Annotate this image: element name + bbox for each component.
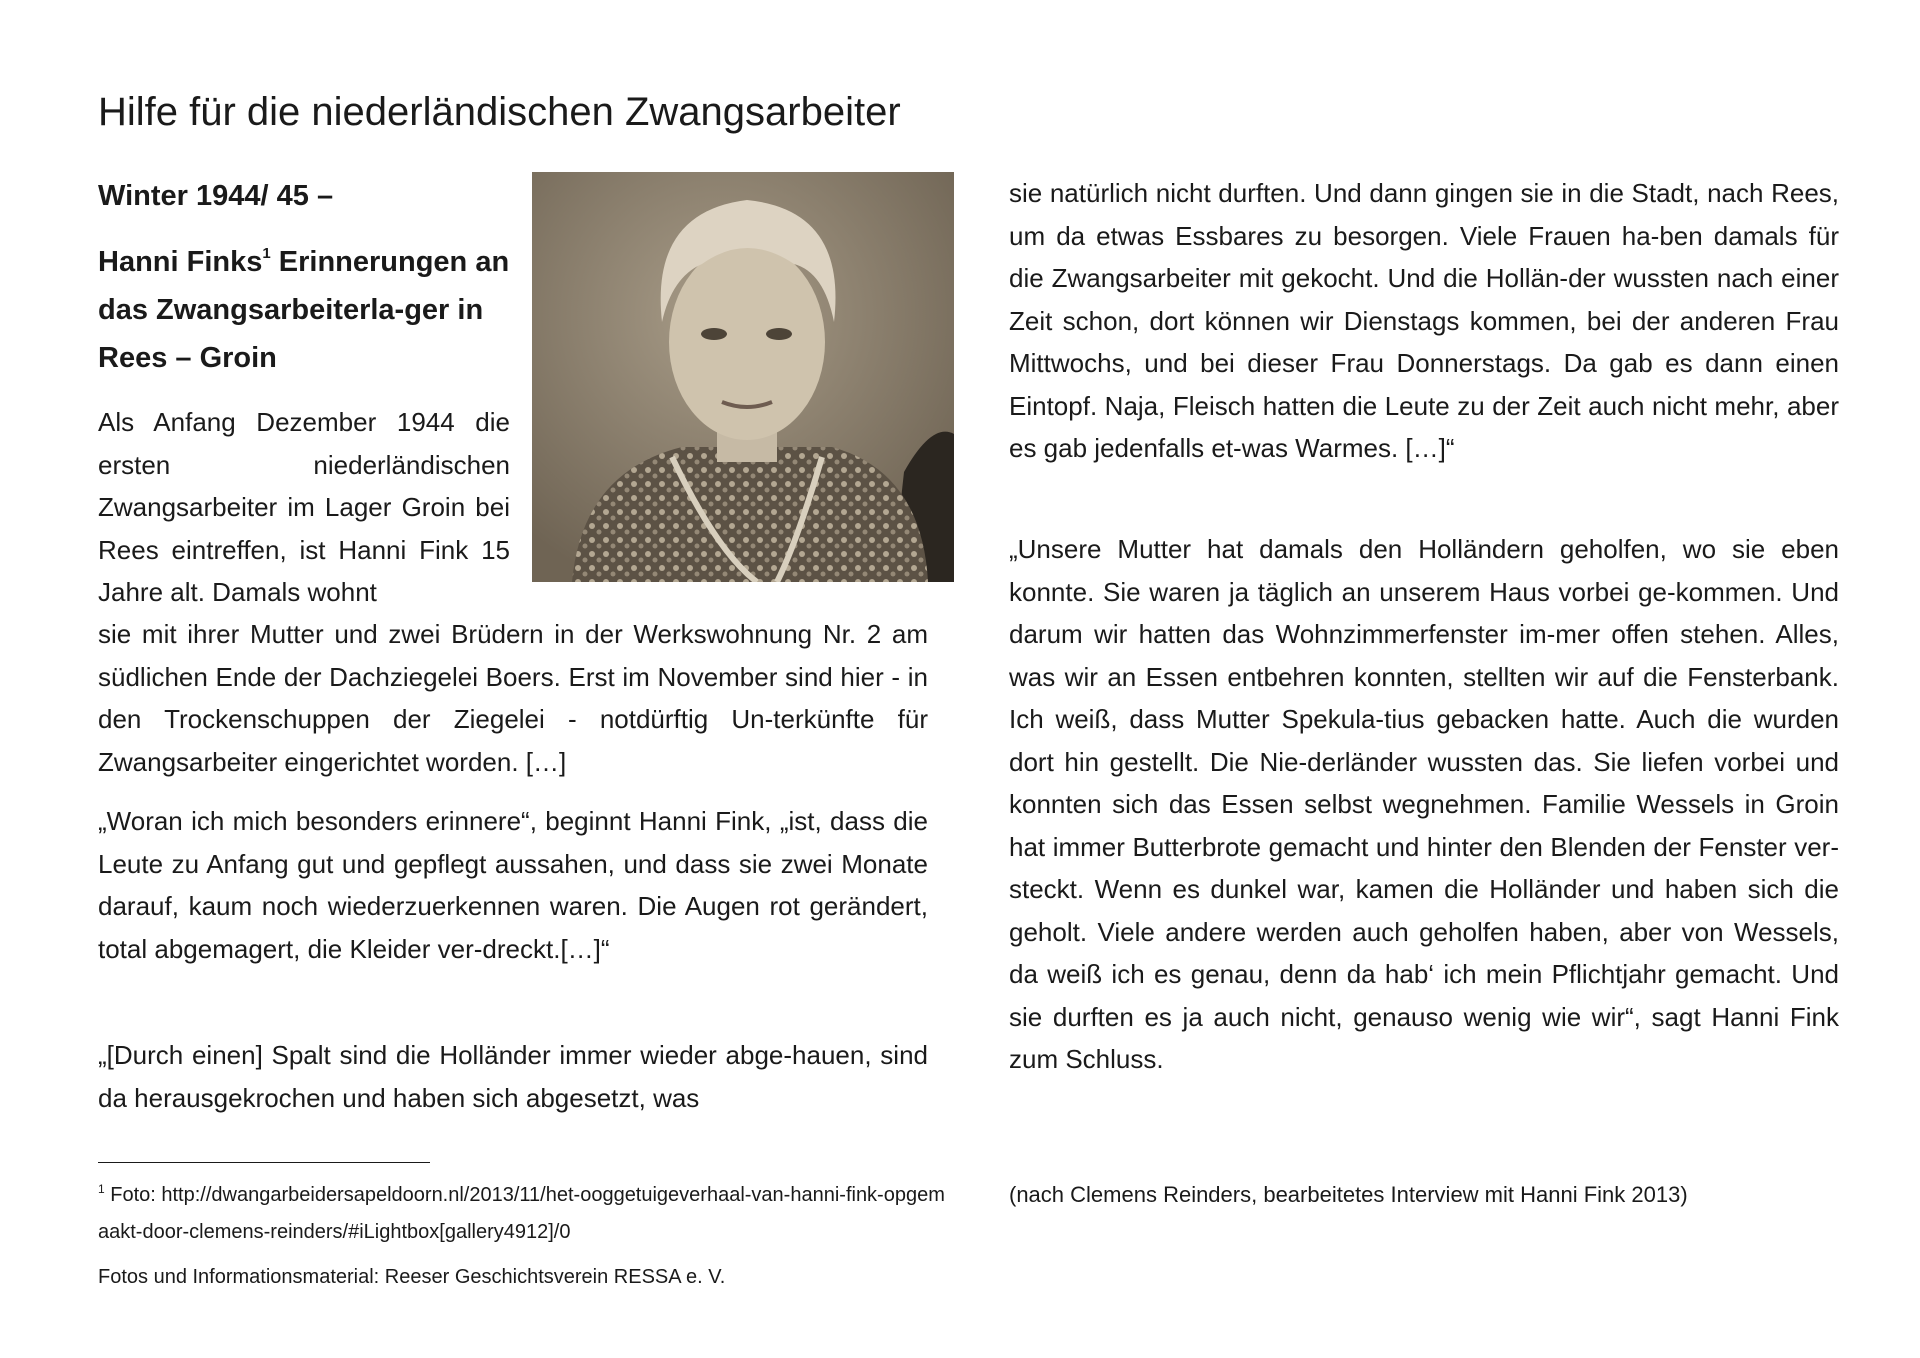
quote-paragraph-1: „Woran ich mich besonders erinnere“, beginnt Hanni Fink, „ist, dass die Leute zu Anfang gut und gepflegt aussahen, und dass sie zwei Monate darauf, kaum noch wiederzuerkennen waren. Die Augen rot gerändert, total abgemagert, die Kleider ver-dreckt.[…]“ (98, 806, 928, 964)
date-heading: Winter 1944/ 45 – (98, 180, 334, 212)
intro-paragraph: Als Anfang Dezember 1944 die ersten niederländischen Zwangsarbeiter im Lager Groin bei Rees eintreffen, ist Hanni Fink 15 Jahre alt. Damals wohnt (98, 407, 510, 607)
quote-paragraph-3: „Unsere Mutter hat damals den Holländern geholfen, wo sie eben konnte. Sie waren ja täglich an unserem Haus vorbei ge-kommen. Und darum wir hatten das Wohnzimmerfenster im-mer offen stehen. Alles, was wir an Essen entbehren konnten, stellten wir auf die Fensterbank. Ich weiß, dass Mutter Spekula-tius gebacken hatte. Auch die wurden dort hin gestellt. Die Nie-derländer wussten das. Sie liefen vorbei und konnten sich das Essen selbst wegnehmen. Familie Wessels in Groin hat immer Butterbrote gemacht und hinter den Blenden der Fenster ver-steckt. Wenn es dunkel war, kamen die Holländer und haben sich die geholt. Viele andere werden auch geholfen haben, aber von Wessels, da weiß ich es genau, denn da hab‘ ich mein Pflichtjahr gemacht. Und sie durften es ja auch nicht, genauso wenig wie wir“, sagt Hanni Fink zum Schluss. (1009, 534, 1839, 1074)
footnote-separator (98, 1162, 430, 1163)
footnote (98, 1177, 948, 1251)
lead-block (98, 172, 518, 382)
footnote-number: 1 (98, 1182, 105, 1196)
quote-paragraph-2-continued: sie natürlich nicht durften. Und dann gingen sie in die Stadt, nach Rees, um da etwas Essbares zu besorgen. Viele Frauen ha-ben damals für die Zwangsarbeiter mit gekocht. Und die Hollän-der wussten nach einer Zeit schon, dort können wir Dienstags kommen, bei der anderen Frau Mittwochs, und bei dieser Frau Donnerstags. Da gab es dann einen Eintopf. Naja, Fleisch hatten die Leute zu der Zeit auch nicht mehr, aber es gab jedenfalls et-was Warmes. […]“ (1009, 178, 1839, 463)
photo-credit: Fotos und Informationsmaterial: Reeser Geschichtsverein RESSA e. V. (98, 1266, 726, 1288)
portrait-photo (532, 172, 954, 582)
source-note: (nach Clemens Reinders, bearbeitetes Interview mit Hanni Fink 2013) (1009, 1182, 1688, 1207)
intro-paragraph-continued: sie mit ihrer Mutter und zwei Brüdern in der Werkswohnung Nr. 2 am südlichen Ende der Dachziegelei Boers. Erst im November sind hier - in den Trockenschuppen der Ziegelei - notdürftig Un-terkünfte für Zwangsarbeiter eingerichtet worden. […] (98, 619, 928, 777)
quote-paragraph-2: „[Durch einen] Spalt sind die Holländer immer wieder abge-hauen, sind da herausgekrochen und haben sich abgesetzt, was (98, 1040, 928, 1113)
footnote-reference: 1 (262, 245, 271, 262)
article-headline (98, 238, 518, 382)
footnote-text: Foto: http://dwangarbeidersapeldoorn.nl/2013/11/het-ooggetuigeverhaal-van-hanni-fink-opgemaakt-door-clemens-reinders/#iLightbox[gallery4912]/0 (98, 1184, 945, 1243)
headline-name: Hanni Finks (98, 246, 263, 278)
headline-rest: Erinnerungen an das Zwangsarbeiterla-ger in Rees – Groin (98, 246, 510, 374)
page-title: Hilfe für die niederländischen Zwangsarbeiter (98, 90, 901, 134)
